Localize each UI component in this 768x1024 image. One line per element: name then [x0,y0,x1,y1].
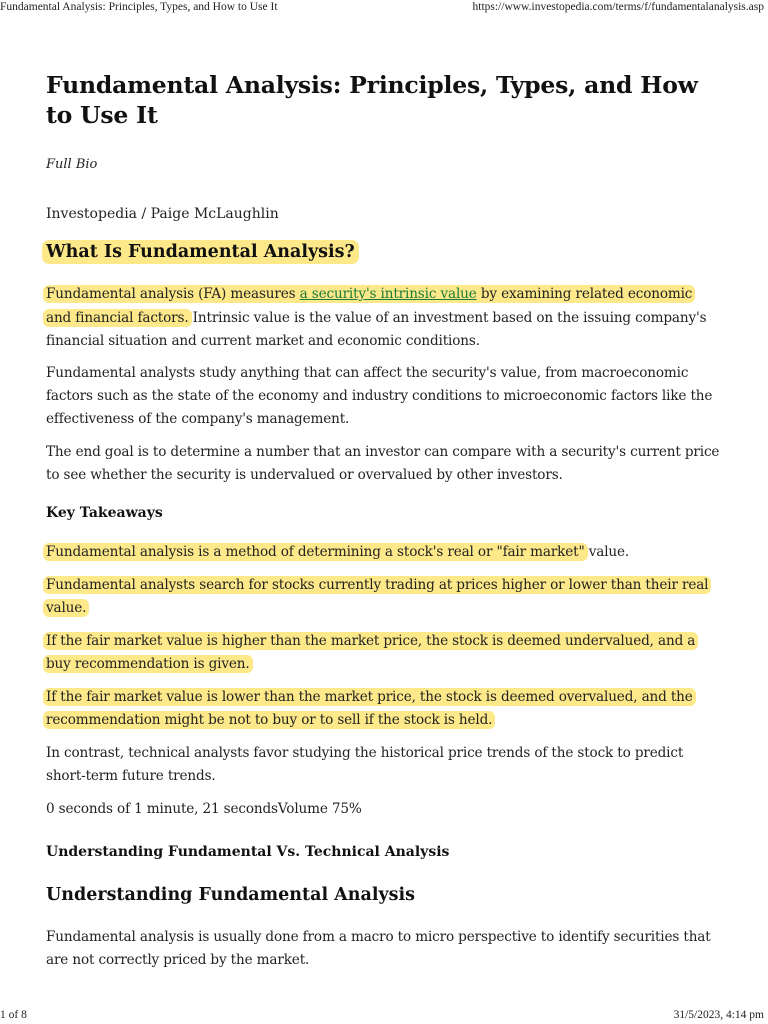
paragraph-2-line-1: Fundamental analysts study anything that can affect the security's value, from macroeconomic [46,365,689,381]
paragraph-4-line-1: In contrast, technical analysts favor studying the historical price trends of the stock to predict [46,745,684,761]
paragraph-2-line-2: factors such as the state of the economy and industry conditions to microeconomic factors like the [46,388,713,404]
intrinsic-value-link[interactable]: a security's intrinsic value [299,286,477,302]
print-header [0,0,768,16]
print-header-title: Fundamental Analysis: Principles, Types, and How to Use It [0,1,278,13]
image-credit: Investopedia / Paige McLaughlin [46,206,279,222]
author-full-bio-link[interactable]: Full Bio [46,157,98,172]
takeaway-2-line-1: Fundamental analysts search for stocks currently trading at prices higher or lower than their real [46,574,708,598]
takeaway-4-line-2: recommendation might be not to buy or to sell if the stock is held. [46,709,492,733]
paragraph-5-line-2: are not correctly priced by the market. [46,952,310,968]
key-takeaways-heading: Key Takeaways [46,505,163,521]
paragraph-1-line-2: and financial factors. Intrinsic value is the value of an investment based on the issuing company's [46,307,706,331]
takeaway-4-line-1: If the fair market value is lower than the market price, the stock is deemed overvalued, and the [46,686,693,710]
video-title: Understanding Fundamental Vs. Technical Analysis [46,844,450,860]
paragraph-1-line-3: financial situation and current market and economic conditions. [46,333,480,349]
takeaway-3-line-2: buy recommendation is given. [46,653,250,677]
print-footer [0,1008,768,1024]
print-header-url: https://www.investopedia.com/terms/f/fundamentalanalysis.asp [472,1,764,13]
video-player-status[interactable]: 0 seconds of 1 minute, 21 secondsVolume 75% [46,801,362,817]
paragraph-2-line-3: effectiveness of the company's management. [46,411,350,427]
takeaway-2-line-2: value. [46,597,86,621]
paragraph-1-line-1: Fundamental analysis (FA) measures a security's intrinsic value by examining related economic [46,283,692,307]
paragraph-4-line-2: short-term future trends. [46,768,216,784]
section-heading-understanding: Understanding Fundamental Analysis [46,885,415,905]
print-datetime: 31/5/2023, 4:14 pm [673,1009,764,1021]
paragraph-3-line-1: The end goal is to determine a number that an investor can compare with a security's current price [46,444,720,460]
takeaway-3-line-1: If the fair market value is higher than the market price, the stock is deemed undervalued, and a [46,630,695,654]
article-title: Fundamental Analysis: Principles, Types, and How to Use It [46,71,698,129]
takeaway-1: Fundamental analysis is a method of determining a stock's real or "fair market" value. [46,541,629,565]
page-number: 1 of 8 [0,1009,27,1021]
paragraph-5-line-1: Fundamental analysis is usually done from a macro to micro perspective to identify securities that [46,929,711,945]
section-heading-what-is: What Is Fundamental Analysis? [46,242,359,262]
paragraph-3-line-2: to see whether the security is undervalued or overvalued by other investors. [46,467,563,483]
